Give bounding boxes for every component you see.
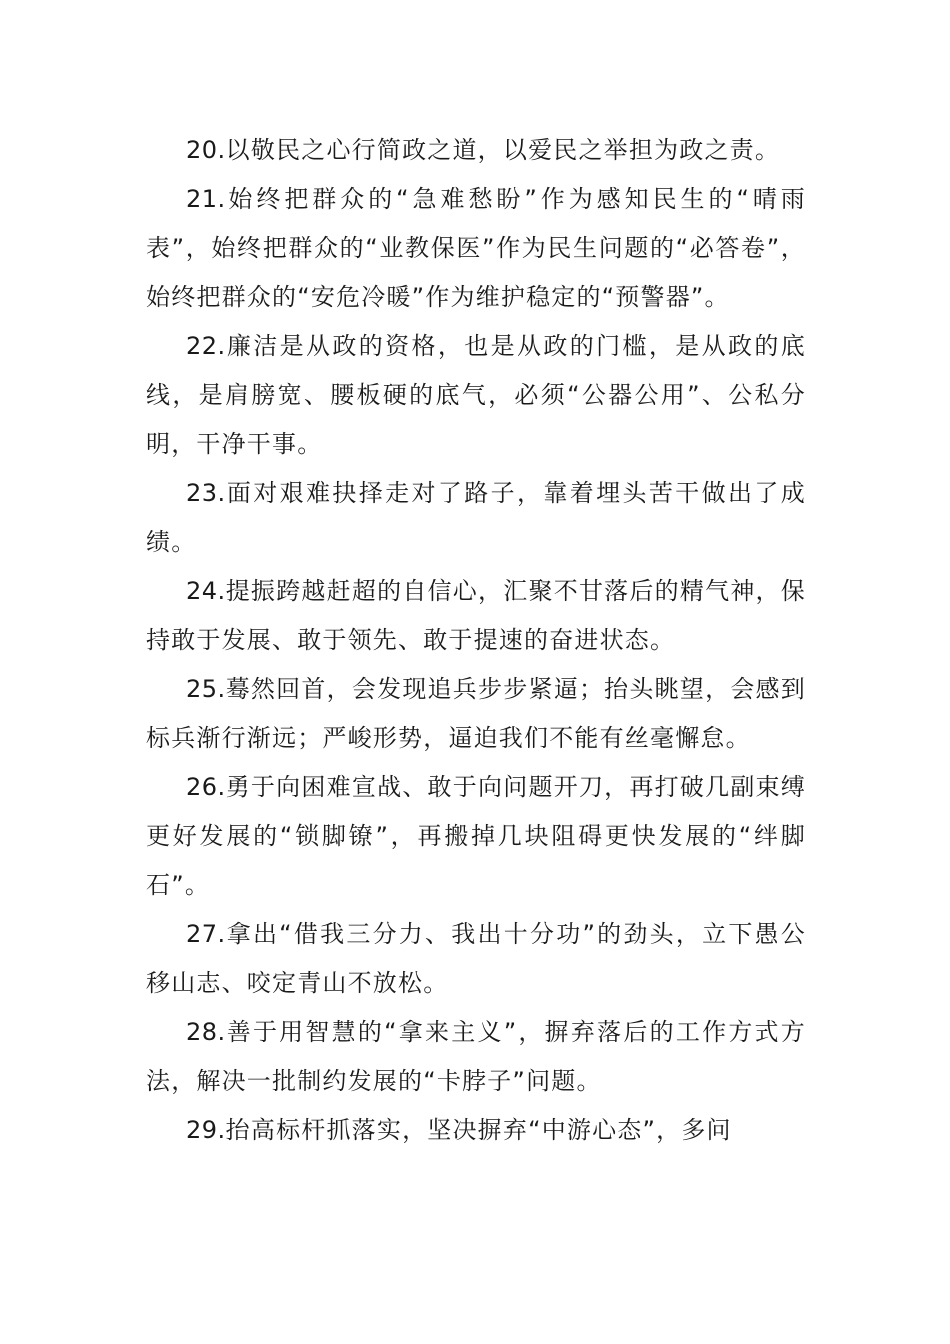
paragraph-text: 拿出“借我三分力、我出十分功”的劲头，立下愚公移山志、咬定青山不放松。 — [146, 920, 806, 997]
paragraph-25 — [146, 665, 806, 763]
paragraph-text: 始终把群众的“急难愁盼”作为感知民生的“晴雨表”，始终把群众的“业教保医”作为民生问题的“必答卷”，始终把群众的“安危冷暖”作为维护稳定的“预警器”。 — [146, 185, 806, 311]
paragraph-number: 22. — [186, 332, 226, 360]
document-body — [146, 126, 806, 1155]
paragraph-text: 勇于向困难宣战、敢于向问题开刀，再打破几副束缚更好发展的“锁脚镣”，再搬掉几块阻碍更快发展的“绊脚石”。 — [146, 773, 806, 899]
paragraph-number: 26. — [186, 773, 226, 801]
paragraph-24 — [146, 567, 806, 665]
paragraph-number: 20. — [186, 136, 226, 164]
paragraph-20 — [146, 126, 806, 175]
paragraph-number: 29. — [186, 1116, 226, 1144]
paragraph-number: 25. — [186, 675, 226, 703]
paragraph-27 — [146, 910, 806, 1008]
paragraph-text: 抬高标杆抓落实，坚决摒弃“中游心态”，多问 — [225, 1116, 732, 1144]
paragraph-text: 提振跨越赶超的自信心，汇聚不甘落后的精气神，保持敢于发展、敢于领先、敢于提速的奋进状态。 — [146, 577, 806, 654]
paragraph-26 — [146, 763, 806, 910]
paragraph-29 — [146, 1106, 806, 1155]
paragraph-text: 面对艰难抉择走对了路子，靠着埋头苦干做出了成绩。 — [146, 479, 806, 556]
paragraph-number: 28. — [186, 1018, 226, 1046]
paragraph-number: 27. — [186, 920, 226, 948]
paragraph-28 — [146, 1008, 806, 1106]
paragraph-text: 蓦然回首，会发现追兵步步紧逼；抬头眺望，会感到标兵渐行渐远；严峻形势，逼迫我们不能有丝毫懈怠。 — [146, 675, 806, 752]
paragraph-22 — [146, 322, 806, 469]
paragraph-text: 廉洁是从政的资格，也是从政的门槛，是从政的底线，是肩膀宽、腰板硬的底气，必须“公器公用”、公私分明，干净干事。 — [146, 332, 806, 458]
paragraph-number: 23. — [186, 479, 226, 507]
paragraph-number: 21. — [186, 185, 226, 213]
paragraph-number: 24. — [186, 577, 226, 605]
paragraph-text: 以敬民之心行简政之道，以爱民之举担为政之责。 — [225, 136, 781, 164]
paragraph-text: 善于用智慧的“拿来主义”，摒弃落后的工作方式方法，解决一批制约发展的“卡脖子”问题。 — [146, 1018, 806, 1095]
paragraph-21 — [146, 175, 806, 322]
paragraph-23 — [146, 469, 806, 567]
